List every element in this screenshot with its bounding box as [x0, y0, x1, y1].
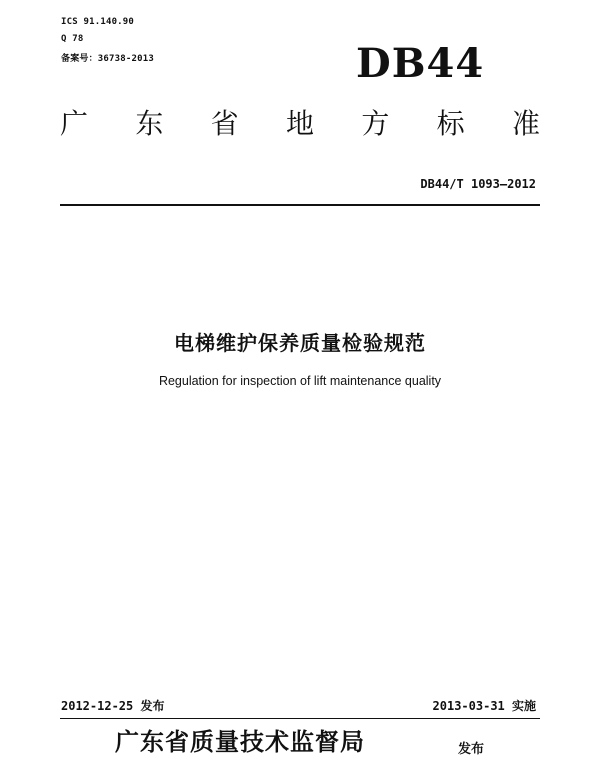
- document-title-en: Regulation for inspection of lift maintenance quality: [158, 374, 442, 388]
- standard-prefix: DB44: [356, 40, 485, 87]
- region-title-char: 地: [285, 107, 314, 140]
- top-divider: [60, 204, 540, 206]
- issue-date: 2012-12-25 发布: [61, 699, 165, 713]
- document-title-cn: 电梯维护保养质量检验规范: [174, 331, 426, 355]
- region-title-char: 标: [436, 107, 465, 140]
- region-title-char: 准: [511, 107, 540, 140]
- issue-label: 发布: [458, 742, 485, 757]
- region-title-char: 东: [135, 107, 164, 140]
- standard-number: DB44/T 1093—2012: [420, 177, 536, 191]
- implementation-date: 2013-03-31 实施: [432, 699, 536, 713]
- region-title-char: 方: [361, 107, 390, 140]
- region-standard-title: [60, 107, 540, 140]
- bottom-divider: [60, 718, 540, 719]
- filing-number: 备案号：36738-2013: [61, 54, 154, 64]
- classification-code: Q 78: [61, 34, 84, 44]
- issuing-authority: 广东省质量技术监督局: [115, 727, 365, 756]
- region-title-char: 广: [60, 107, 89, 140]
- region-title-char: 省: [210, 107, 239, 140]
- ics-code: ICS 91.140.90: [61, 17, 135, 27]
